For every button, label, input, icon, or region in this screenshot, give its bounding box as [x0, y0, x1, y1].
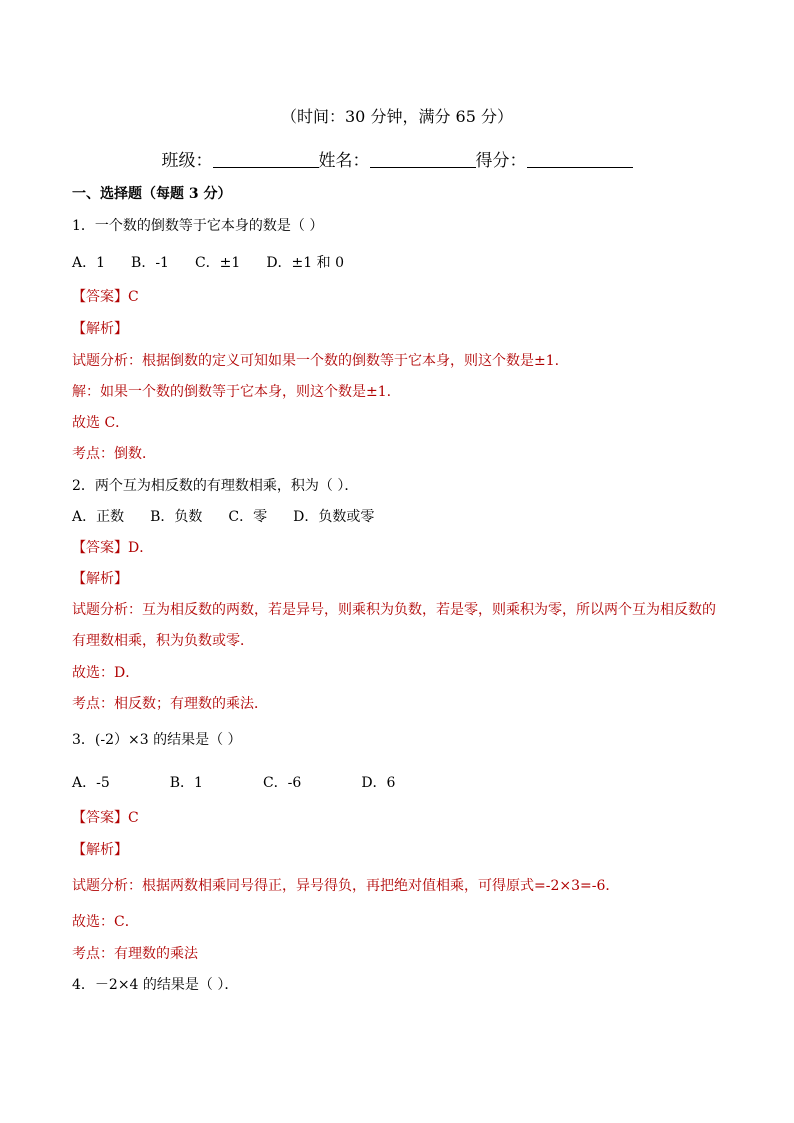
q2-option-d: D．负数或零 [293, 509, 375, 525]
class-blank[interactable] [213, 149, 319, 168]
q2-option-c: C．零 [228, 509, 268, 525]
q3-option-b: B．1 [169, 775, 203, 791]
q1-answer-value: C [128, 289, 139, 305]
q2-point: 考点：相反数；有理数的乘法． [72, 696, 268, 712]
answer-label: 【答案】 [72, 810, 128, 826]
q1-option-a: A．1 [72, 255, 106, 271]
score-label: 得分： [475, 151, 527, 171]
q3-option-c: C．-6 [262, 775, 302, 791]
q1-stem: 1．一个数的倒数等于它本身的数是（ ） [72, 218, 324, 234]
name-label: 姓名： [318, 151, 370, 171]
q1-option-b: B．-1 [131, 255, 169, 271]
q1-point: 考点：倒数． [72, 446, 156, 462]
q3-answer [72, 808, 734, 828]
q2-analysis: 试题分析：互为相反数的两数，若是异号，则乘积为负数，若是零，则乘积为零，所以两个互为相反数的有理数相乘，积为负数或零． [72, 602, 716, 649]
q3-option-a: A．-5 [72, 775, 110, 791]
q1-choose: 故选 C． [72, 415, 130, 431]
q2-stem: 2．两个互为相反数的有理数相乘，积为（ ）． [72, 478, 359, 494]
q3-point: 考点：有理数的乘法 [72, 946, 198, 962]
answer-label: 【答案】 [72, 540, 128, 556]
q3-choose: 故选：C． [72, 914, 139, 930]
q2-options [72, 507, 734, 527]
name-blank[interactable] [370, 149, 476, 168]
answer-label: 【答案】 [72, 289, 128, 305]
q1-analysis-label: 【解析】 [72, 321, 128, 337]
q2-answer [72, 538, 734, 558]
time-score-note: （时间：30 分钟，满分 65 分） [281, 107, 513, 126]
q1-answer [72, 287, 734, 307]
q1-solution: 解：如果一个数的倒数等于它本身，则这个数是±1. [72, 384, 392, 400]
q3-stem: 3．(-2）×3 的结果是（ ） [72, 732, 242, 748]
q3-analysis-label: 【解析】 [72, 842, 128, 858]
q1-options [72, 253, 734, 273]
q1-option-d: D．±1 和 0 [266, 255, 344, 271]
q2-answer-value: D． [128, 540, 154, 556]
score-blank[interactable] [527, 149, 633, 168]
q3-options [72, 773, 734, 793]
q2-choose: 故选：D． [72, 665, 140, 681]
q3-analysis: 试题分析：根据两数相乘同号得正，异号得负，再把绝对值相乘，可得原式=-2×3=-6． [72, 878, 620, 894]
q4-stem: 4．－2×4 的结果是（ ）． [72, 977, 239, 993]
class-label: 班级： [161, 151, 213, 171]
q1-option-c: C．±1 [194, 255, 241, 271]
q3-option-d: D．6 [361, 775, 396, 791]
q3-answer-value: C [128, 810, 139, 826]
q2-option-a: A．正数 [72, 509, 125, 525]
q2-option-b: B．负数 [150, 509, 203, 525]
q2-analysis-label: 【解析】 [72, 571, 128, 587]
student-info-fields [0, 146, 794, 171]
q1-analysis: 试题分析：根据倒数的定义可知如果一个数的倒数等于它本身，则这个数是±1. [72, 353, 560, 369]
section-title: 一、选择题（每题 3 分） [72, 186, 232, 202]
